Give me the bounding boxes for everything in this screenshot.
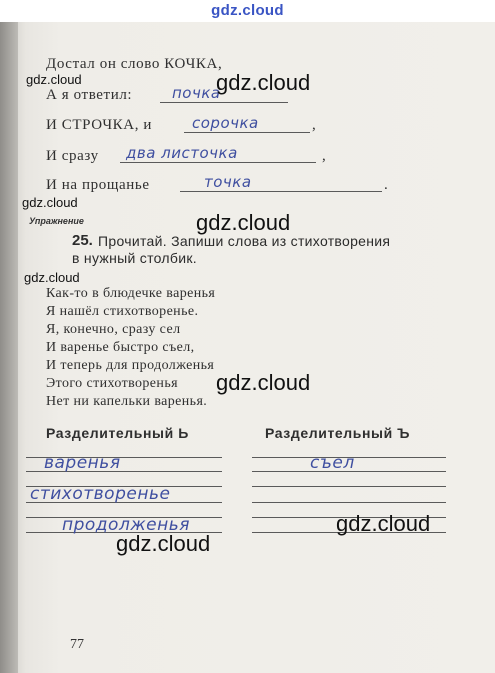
watermark: gdz.cloud: [24, 270, 80, 285]
answer-line-3: [184, 132, 310, 133]
answer-3: сорочка: [192, 114, 259, 132]
line-5-prefix: И на прощанье: [46, 177, 150, 193]
answer-4: два листочка: [126, 144, 238, 162]
exercise-instruction-1: Прочитай. Запиши слова из стихотворения: [98, 233, 391, 249]
watermark: gdz.cloud: [26, 72, 82, 87]
answer-line-5: [180, 191, 382, 192]
hard-line-2b: [252, 502, 446, 503]
page-number: 77: [70, 637, 84, 652]
answer-line-2: [160, 102, 288, 103]
answer-5: точка: [204, 173, 252, 191]
poem-line: И варенье быстро съел,: [46, 340, 195, 355]
poem-line: И теперь для продолженья: [46, 358, 215, 373]
soft-word: стихотворенье: [30, 484, 171, 504]
column-title-soft-sign: Разделительный Ь: [46, 425, 189, 441]
book-spine-shadow: [0, 0, 18, 673]
soft-word: продолженья: [62, 515, 190, 535]
watermark: gdz.cloud: [216, 370, 311, 395]
exercise-label: Упражнение: [29, 216, 84, 226]
soft-word: варенья: [44, 453, 121, 473]
line-4-suffix: ,: [322, 148, 327, 164]
hard-word: съел: [310, 453, 355, 473]
poem-line: Я нашёл стихотворенье.: [46, 304, 199, 319]
watermark: gdz.cloud: [216, 70, 311, 95]
site-watermark-top: gdz.cloud: [211, 2, 284, 19]
hard-line-2a: [252, 486, 446, 487]
line-1: Достал он слово КОЧКА,: [46, 56, 223, 72]
poem-line: Я, конечно, сразу сел: [46, 322, 181, 337]
column-title-hard-sign: Разделительный Ъ: [265, 425, 411, 441]
line-2-prefix: А я ответил:: [46, 87, 133, 103]
answer-line-4: [120, 162, 316, 163]
exercise-number: 25.: [72, 232, 93, 249]
line-5-suffix: .: [384, 177, 389, 193]
line-3-suffix: ,: [312, 117, 317, 133]
line-3-prefix: И СТРОЧКА, и: [46, 117, 153, 133]
answer-2: почка: [172, 84, 221, 102]
watermark: gdz.cloud: [196, 210, 291, 235]
exercise-instruction-2: в нужный столбик.: [72, 250, 197, 266]
poem-line: Нет ни капельки варенья.: [46, 394, 208, 409]
watermark: gdz.cloud: [336, 511, 431, 536]
poem-line: Как-то в блюдечке варенья: [46, 286, 216, 301]
watermark: gdz.cloud: [22, 195, 78, 210]
watermark: gdz.cloud: [116, 531, 211, 556]
poem-line: Этого стихотворенья: [46, 376, 178, 391]
line-4-prefix: И сразу: [46, 148, 99, 164]
